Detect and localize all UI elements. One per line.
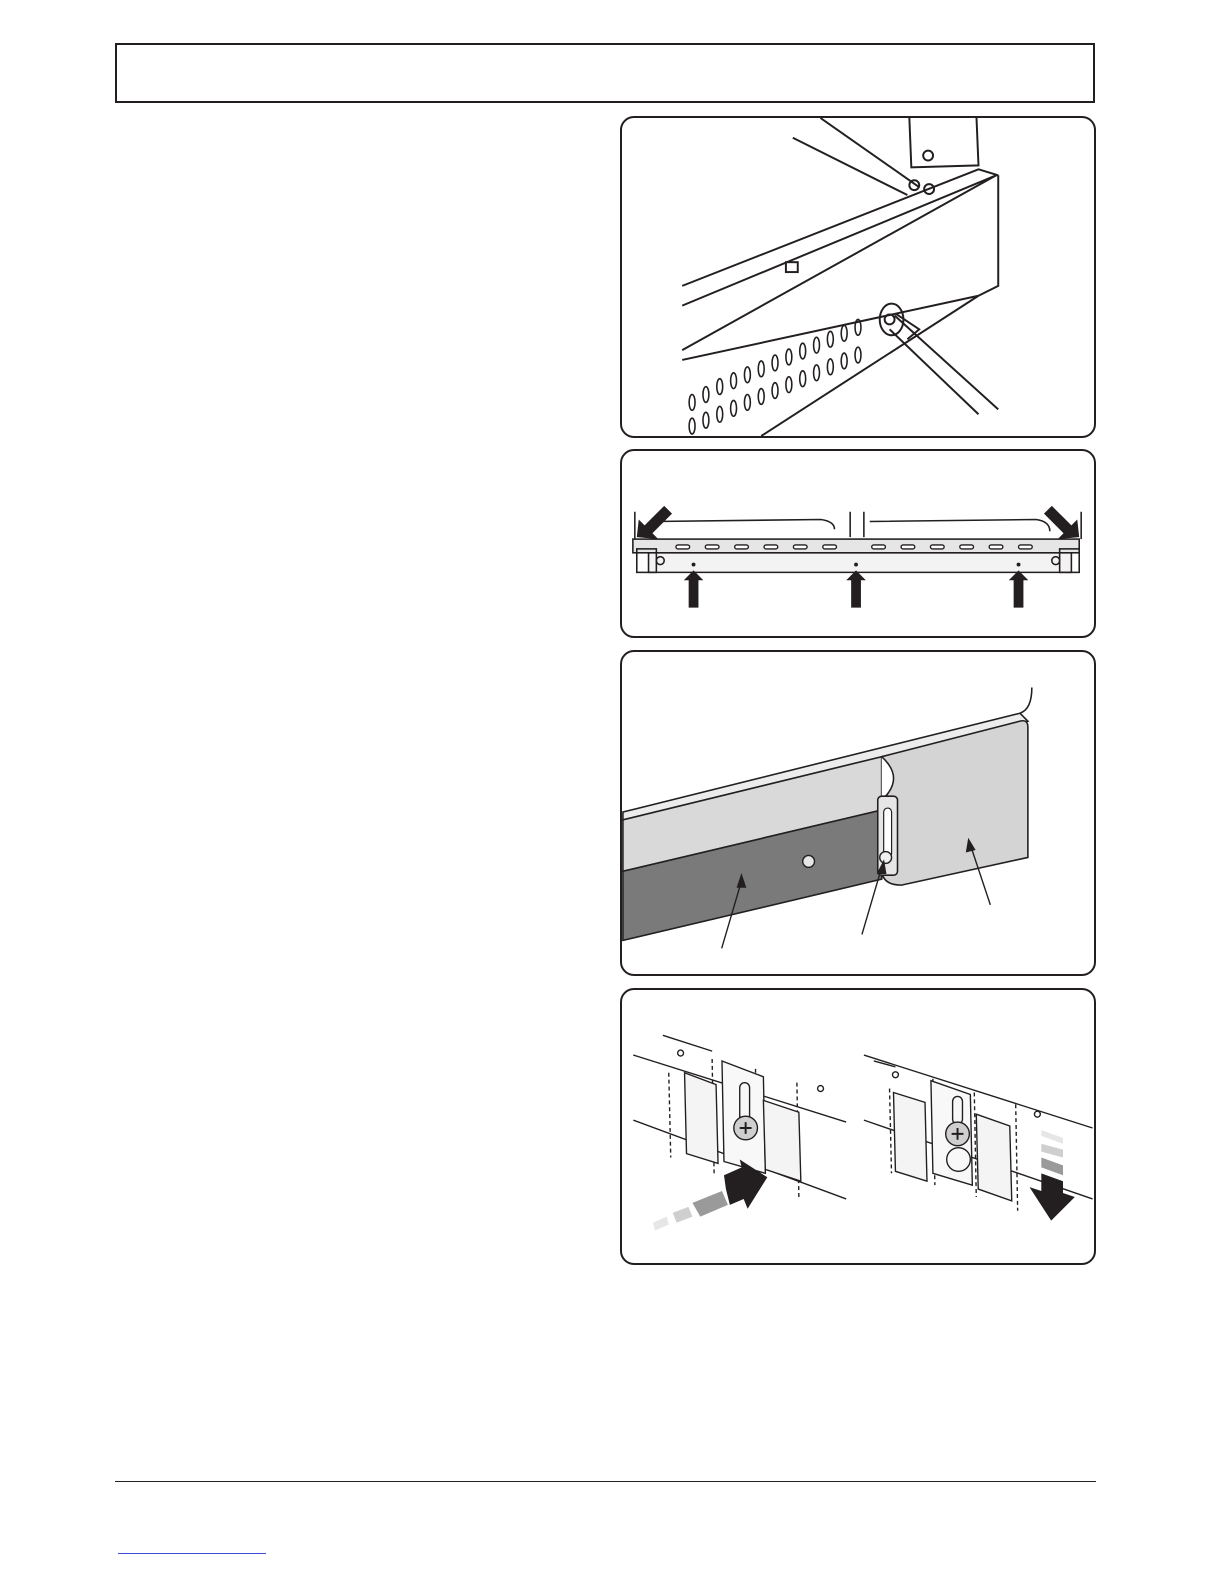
footer-link-underline[interactable] (118, 1553, 266, 1554)
up-arrow-center-icon (846, 570, 866, 607)
diagonal-arrow-left-icon (637, 506, 672, 539)
plinth-fixing-points-arrows-illustration (622, 451, 1094, 636)
header-box (115, 43, 1095, 103)
footer-rule (115, 1481, 1096, 1482)
text-column (115, 120, 595, 1260)
down-arrow-icon (1029, 1130, 1074, 1221)
figure-plinth-slot-adjustment (620, 988, 1096, 1265)
figure-screwdriver-removing-screw (620, 116, 1096, 438)
up-arrow-right-icon (1009, 570, 1029, 607)
figure-plinth-fixing-points (620, 449, 1096, 638)
plinth-slot-slide-adjustment-illustration (622, 990, 1094, 1263)
figure-plinth-bracket-callouts (620, 650, 1096, 976)
plinth-bracket-screw-callout-illustration (622, 652, 1094, 974)
up-arrow-left-icon (684, 570, 704, 607)
push-arrow-icon (653, 1160, 767, 1231)
screwdriver-removing-plinth-screw-illustration (622, 118, 1094, 436)
diagonal-arrow-right-icon (1044, 506, 1079, 539)
